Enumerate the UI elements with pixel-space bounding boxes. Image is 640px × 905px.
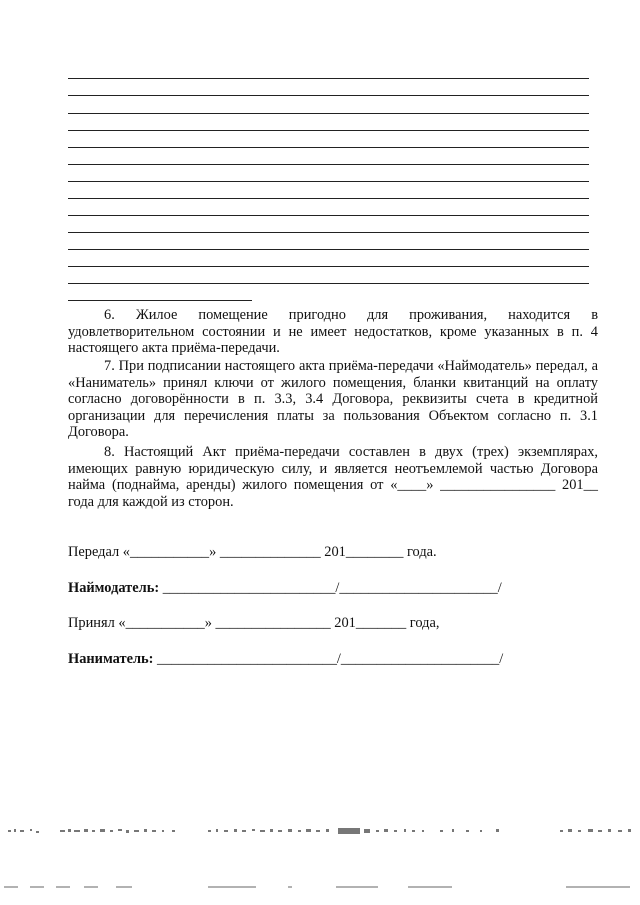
tenant-signature-line: _________________________/______________________/ xyxy=(153,651,504,667)
tenant-label: Наниматель: xyxy=(68,651,154,667)
landlord-label: Наймодатель: xyxy=(68,580,160,596)
clause-text: 8. Настоящий Акт приёма-передачи составлен в двух (трех) экземплярах, имеющих равную юридическую силу, и является неотъемлемой частью Договора найма (поднайма, аренды) жилого помещения от «____» ________________ 201__ года для каждой из сторон. xyxy=(68,444,598,510)
clause-text: 6. Жилое помещение пригодно для проживания, находится в удовлетворительном состоянии и не имеет недостатков, кроме указанных в п. 4 настоящего акта приёма-передачи. xyxy=(68,307,598,357)
clause-text: 7. При подписании настоящего акта приёма-передачи «Наймодатель» передал, а «Наниматель» принял ключи от жилого помещения, бланки квитанций на оплату согласно договорённости в п. 3.3, 3.4 Договора, реквизиты счета в кредитной организации для перечисления платы за пользования Объектом согласно п. 3.1 Договора. xyxy=(68,358,598,441)
received-text: Принял «___________» ________________ 201_______ года, xyxy=(68,615,440,631)
landlord-signature-line: ________________________/______________________/ xyxy=(159,580,502,596)
transferred-text: Передал «___________» ______________ 201________ года. xyxy=(68,544,437,560)
